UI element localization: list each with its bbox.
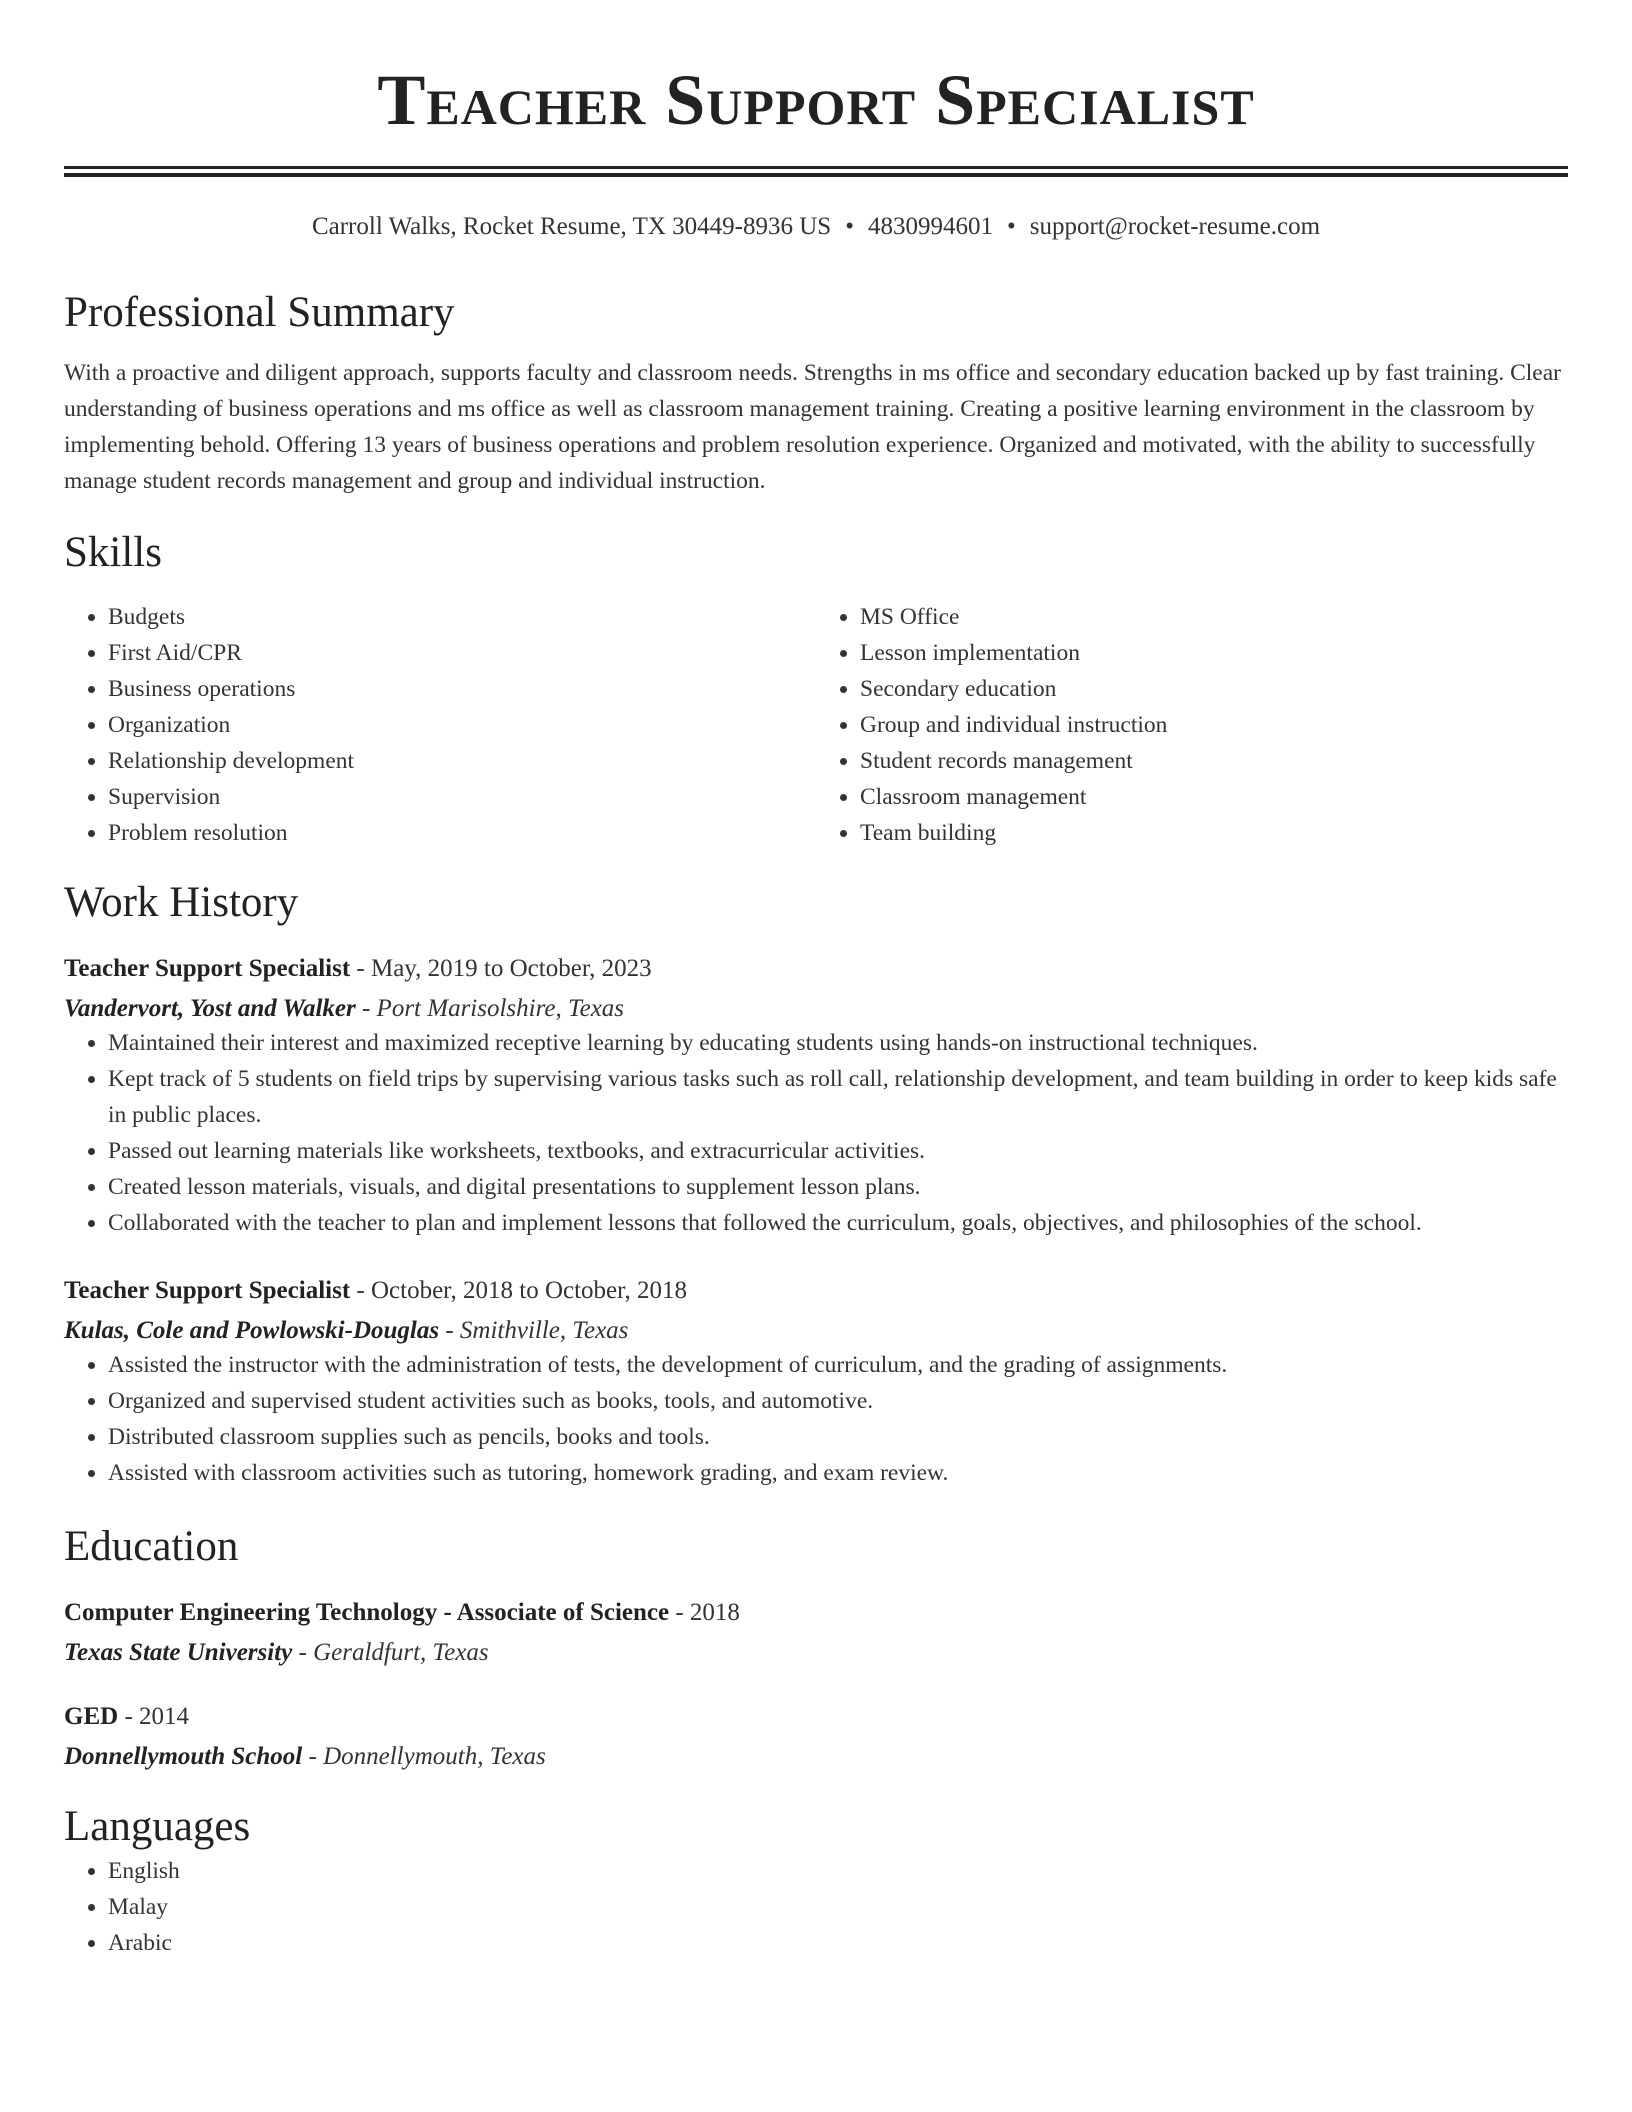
skill-item: • Supervision: [108, 779, 816, 815]
skill-item: • Secondary education: [860, 671, 1568, 707]
job-bullet: • Assisted with classroom activities such as tutoring, homework grading, and exam review.: [108, 1455, 1568, 1491]
language-item: • Arabic: [108, 1925, 1568, 1961]
skill-item: • Relationship development: [108, 743, 816, 779]
languages-heading: Languages: [64, 1803, 251, 1850]
skill-item: • Lesson implementation: [860, 635, 1568, 671]
skills-column-right: [816, 599, 1568, 851]
education-degree-line: [64, 1597, 1568, 1629]
job-entry: [64, 1275, 1568, 1491]
job-bullet: • Distributed classroom supplies such as pencils, books and tools.: [108, 1419, 1568, 1455]
skill-item: • Problem resolution: [108, 815, 816, 851]
job-company-line: [64, 1315, 1568, 1347]
skill-item: • Group and individual instruction: [860, 707, 1568, 743]
job-bullet-list: [64, 1025, 1568, 1241]
skills-list-left: [64, 599, 816, 851]
summary-heading: Professional Summary: [64, 289, 455, 336]
job-title: Teacher Support Specialist: [64, 1277, 351, 1304]
skill-item: • Organization: [108, 707, 816, 743]
job-company-line: [64, 993, 1568, 1025]
job-title-line: [64, 1275, 1568, 1307]
skills-grid: [64, 599, 1568, 851]
languages-list: [64, 1853, 1568, 1961]
job-bullet: • Kept track of 5 students on field trips by supervising various tasks such as roll call, relationship development, and team building in order to keep kids safe in public places.: [108, 1061, 1568, 1133]
job-bullet-list: [64, 1347, 1568, 1491]
job-dates: - May, 2019 to October, 2023: [356, 955, 652, 982]
job-bullet: • Created lesson materials, visuals, and digital presentations to supplement lesson plans.: [108, 1169, 1568, 1205]
education-entry: [64, 1597, 1568, 1669]
contact-separator: •: [1006, 213, 1016, 240]
job-company: Kulas, Cole and Powlowski-Douglas: [64, 1317, 440, 1344]
skill-item: • MS Office: [860, 599, 1568, 635]
job-company: Vandervort, Yost and Walker: [64, 995, 356, 1022]
title-divider: [64, 166, 1568, 177]
job-location: - Port Marisolshire, Texas: [361, 995, 625, 1022]
education-degree: GED: [64, 1703, 119, 1730]
resume-title: Teacher Support Specialist: [377, 60, 1255, 140]
skill-item: • Team building: [860, 815, 1568, 851]
language-item: • Malay: [108, 1889, 1568, 1925]
education-entry: [64, 1701, 1568, 1773]
job-title-line: [64, 953, 1568, 985]
education-heading: Education: [64, 1523, 239, 1570]
job-entry: [64, 953, 1568, 1241]
skills-list-right: [816, 599, 1568, 851]
education-location: - Donnellymouth, Texas: [308, 1743, 546, 1770]
education-location: - Geraldfurt, Texas: [298, 1639, 489, 1666]
skills-heading: Skills: [64, 529, 162, 576]
education-year: - 2014: [124, 1703, 190, 1730]
education-school-line: [64, 1637, 1568, 1669]
job-bullet: • Maintained their interest and maximized receptive learning by educating students using hands-on instructional techniques.: [108, 1025, 1568, 1061]
job-bullet: • Assisted the instructor with the administration of tests, the development of curriculum, and the grading of assignments.: [108, 1347, 1568, 1383]
skill-item: • Budgets: [108, 599, 816, 635]
job-dates: - October, 2018 to October, 2018: [356, 1277, 687, 1304]
education-degree: Computer Engineering Technology - Associate of Science: [64, 1599, 670, 1626]
skills-column-left: [64, 599, 816, 851]
language-item: • English: [108, 1853, 1568, 1889]
skill-item: • First Aid/CPR: [108, 635, 816, 671]
contact-email: support@rocket-resume.com: [1029, 213, 1321, 240]
contact-address: Carroll Walks, Rocket Resume, TX 30449-8936 US: [311, 213, 832, 240]
job-title: Teacher Support Specialist: [64, 955, 351, 982]
education-degree-line: [64, 1701, 1568, 1733]
job-bullet: • Passed out learning materials like worksheets, textbooks, and extracurricular activities.: [108, 1133, 1568, 1169]
education-year: - 2018: [675, 1599, 740, 1626]
skill-item: • Business operations: [108, 671, 816, 707]
education-school-line: [64, 1741, 1568, 1773]
education-school: Donnellymouth School: [64, 1743, 303, 1770]
contact-line: [64, 211, 1568, 243]
job-bullet: • Organized and supervised student activities such as books, tools, and automotive.: [108, 1383, 1568, 1419]
contact-phone: 4830994601: [867, 213, 993, 240]
job-location: - Smithville, Texas: [445, 1317, 629, 1344]
skill-item: • Classroom management: [860, 779, 1568, 815]
job-bullet: • Collaborated with the teacher to plan and implement lessons that followed the curriculum, goals, objectives, and philosophies of the school.: [108, 1205, 1568, 1241]
contact-separator: •: [845, 213, 854, 240]
skill-item: • Student records management: [860, 743, 1568, 779]
summary-text: With a proactive and diligent approach, supports faculty and classroom needs. Strengths in ms office and secondary education backed up by fast training. Clear understanding of business operations and ms office as well as classroom management training. Creating a positive learning environment in the classroom by implementing behold. Offering 13 years of business operations and problem resolution experience. Organized and motivated, with the ability to successfully manage student records management and group and individual instruction.: [64, 360, 1561, 494]
work-history-heading: Work History: [64, 879, 299, 926]
education-school: Texas State University: [64, 1639, 293, 1666]
